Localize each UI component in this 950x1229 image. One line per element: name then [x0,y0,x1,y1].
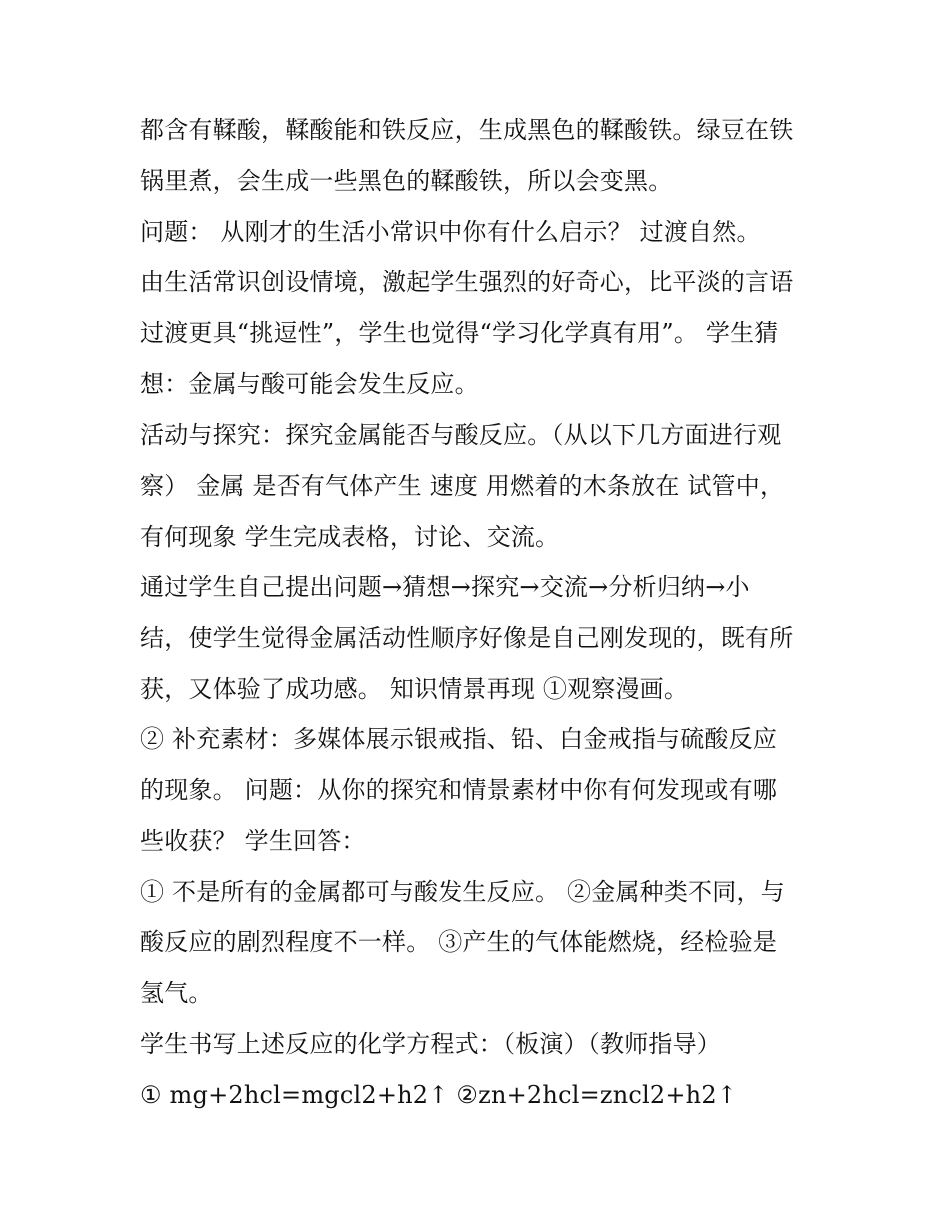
text-line-6: 想：金属与酸可能会发生反应。 [140,370,479,398]
text-line-13: ② 补充素材：多媒体展示银戒指、铅、白金戒指与硫酸反应 [140,725,778,753]
text-line-9: 有何现象 学生完成表格，讨论、交流。 [140,523,560,551]
text-line-5: 过渡更具“挑逗性”，学生也觉得“学习化学真有用”。 学生猜 [140,319,779,347]
text-line-4: 由生活常识创设情境，激起学生强烈的好奇心，比平淡的言语 [140,268,794,296]
text-line-17: 酸反应的剧烈程度不一样。 ③产生的气体能燃烧，经检验是 [140,928,778,956]
text-line-20: ① mg+2hcl=mgcl2+h2↑ ②zn+2hcl=zncl2+h2↑ [140,1081,738,1109]
text-line-12: 获，又体验了成功感。 知识情景再现 ①观察漫画。 [140,675,689,703]
text-line-18: 氢气。 [140,979,213,1007]
text-line-8: 察） 金属 是否有气体产生 速度 用燃着的木条放在 试管中， [140,472,785,500]
text-line-3: 问题： 从刚才的生活小常识中你有什么启示？ 过渡自然。 [140,218,761,246]
text-line-11: 结，使学生觉得金属活动性顺序好像是自己刚发现的，既有所 [140,624,794,652]
text-line-10: 通过学生自己提出问题→猜想→探究→交流→分析归纳→小 [140,573,750,601]
text-line-1: 都含有鞣酸，鞣酸能和铁反应，生成黑色的鞣酸铁。绿豆在铁 [140,116,794,144]
text-line-15: 些收获？ 学生回答： [140,827,366,855]
text-line-16: ① 不是所有的金属都可与酸发生反应。 ②金属种类不同，与 [140,878,785,906]
text-line-19: 学生书写上述反应的化学方程式：（板演）（教师指导） [140,1030,721,1058]
text-line-2: 锅里煮，会生成一些黑色的鞣酸铁，所以会变黑。 [140,167,673,195]
text-line-7: 活动与探究：探究金属能否与酸反应。（从以下几方面进行观 [140,421,782,449]
text-line-14: 的现象。 问题：从你的探究和情景素材中你有何发现或有哪 [140,776,778,804]
